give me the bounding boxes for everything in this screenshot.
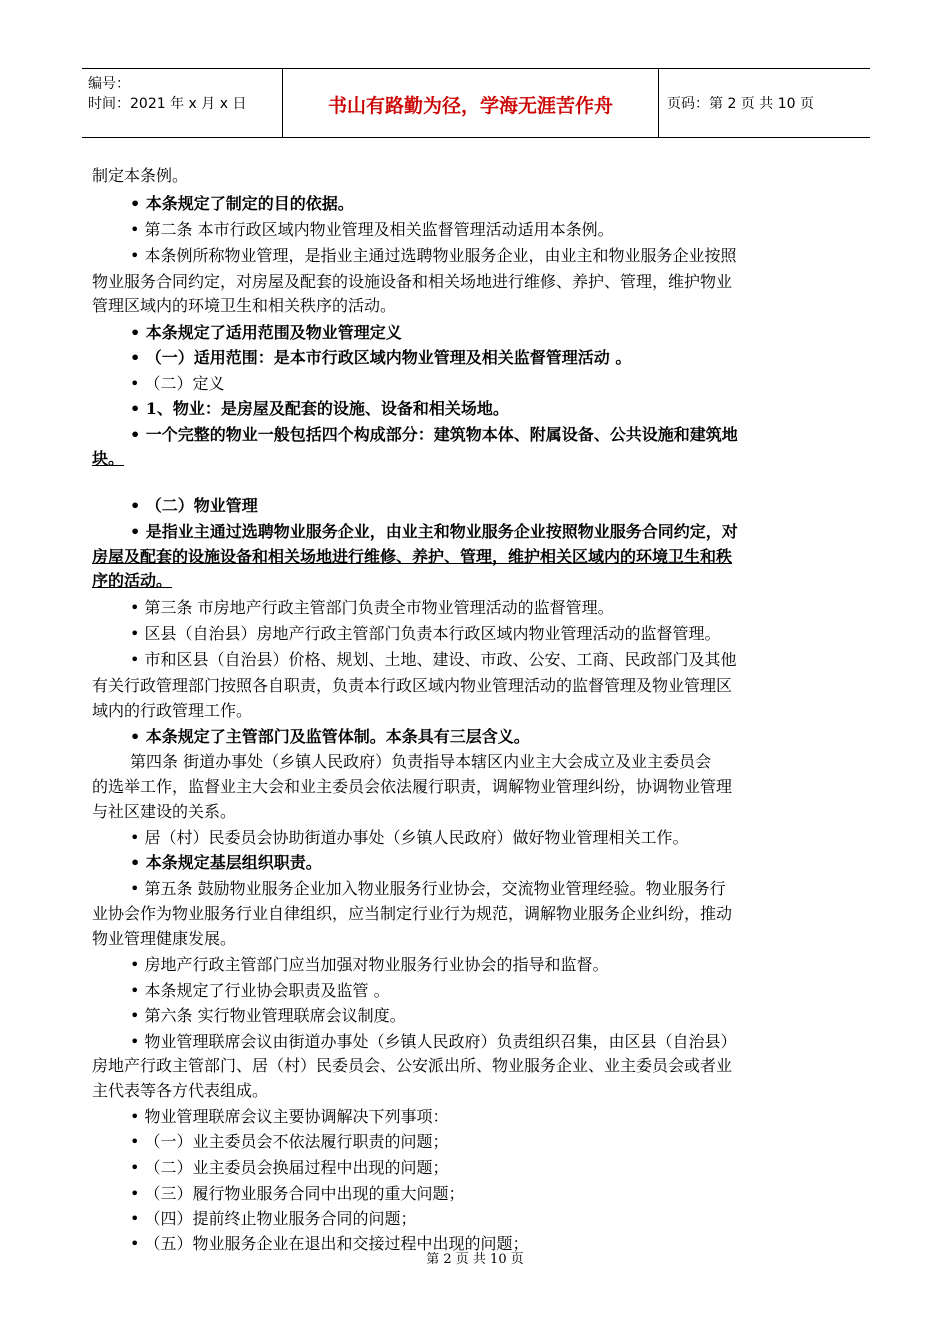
- body-line: • （一）业主委员会不依法履行职责的问题；: [130, 1132, 449, 1151]
- body-line: • 市和区县（自治县）价格、规划、土地、建设、市政、公安、工商、民政部门及其他: [130, 650, 737, 669]
- body-line: 管理区域内的环境卫生和相关秩序的活动。: [92, 296, 397, 315]
- body-line: • （一）适用范围：是本市行政区域内物业管理及相关监督管理活动 。: [130, 348, 632, 367]
- body-line: 与社区建设的关系。: [92, 802, 237, 821]
- body-line: 物业服务合同约定，对房屋及配套的设施设备和相关场地进行维修、养护、管理，维护物业: [92, 272, 733, 291]
- page-footer: 第 2 页 共 10 页: [426, 1252, 524, 1267]
- body-line: • 一个完整的物业一般包括四个构成部分：建筑物本体、附属设备、公共设施和建筑地: [130, 425, 738, 444]
- body-line: • （二）定义: [130, 374, 225, 393]
- body-line: 房地产行政主管部门、居（村）民委员会、公安派出所、物业服务企业、业主委员会或者业: [92, 1056, 733, 1075]
- body-line: • （五）物业服务企业在退出和交接过程中出现的问题；: [130, 1234, 529, 1253]
- body-line: • 第五条 鼓励物业服务企业加入物业服务行业协会，交流物业管理经验。物业服务行: [130, 879, 726, 898]
- header-page-cell: [659, 69, 870, 137]
- body-line: • （二）物业管理: [130, 496, 258, 515]
- body-line: • （四）提前终止物业服务合同的问题；: [130, 1209, 417, 1228]
- page-indicator: 页码：第 2 页 共 10 页: [667, 96, 814, 112]
- body-line: • 居（村）民委员会协助街道办事处（乡镇人民政府）做好物业管理相关工作。: [130, 828, 689, 847]
- body-line: • 第三条 市房地产行政主管部门负责全市物业管理活动的监督管理。: [130, 598, 614, 617]
- body-line: • 区县（自治县）房地产行政主管部门负责本行政区域内物业管理活动的监督管理。: [130, 624, 721, 643]
- body-line: • 本条例所称物业管理，是指业主通过选聘物业服务企业，由业主和物业服务企业按照: [130, 246, 737, 265]
- body-line: • 1、物业：是房屋及配套的设施、设备和相关场地。: [130, 399, 509, 418]
- body-line: 制定本条例。: [92, 166, 189, 185]
- body-line: • 本条规定了适用范围及物业管理定义: [130, 323, 402, 342]
- body-line: • 本条规定了行业协会职责及监管 。: [130, 981, 390, 1000]
- body-line: 主代表等各方代表组成。: [92, 1081, 269, 1100]
- body-line: • 物业管理联席会议由街道办事处（乡镇人民政府）负责组织召集，由区县（自治县）: [130, 1032, 737, 1051]
- page-header: [82, 68, 870, 138]
- body-line: 有关行政管理部门按照各自职责，负责本行政区域内物业管理活动的监督管理及物业管理区: [92, 676, 733, 695]
- body-line: • （三）履行物业服务合同中出现的重大问题；: [130, 1184, 465, 1203]
- header-motto-cell: [283, 69, 659, 137]
- body-line: • 第六条 实行物业管理联席会议制度。: [130, 1006, 406, 1025]
- body-line: • 本条规定了主管部门及监管体制。本条具有三层含义。: [130, 727, 530, 746]
- body-line: 块。: [92, 449, 125, 468]
- body-line: 物业管理健康发展。: [92, 929, 237, 948]
- number-label: 编号：: [88, 76, 130, 92]
- body-line: 序的活动。: [92, 571, 173, 590]
- body-line: 域内的行政管理工作。: [92, 701, 253, 720]
- date-label: 时间：2021 年 x 月 x 日: [88, 96, 247, 112]
- body-line: 的选举工作，监督业主大会和业主委员会依法履行职责，调解物业管理纠纷，协调物业管理: [92, 777, 733, 796]
- body-line: • 第二条 本市行政区域内物业管理及相关监督管理活动适用本条例。: [130, 220, 614, 239]
- body-line: • 物业管理联席会议主要协调解决下列事项：: [130, 1107, 449, 1126]
- body-line: • 房地产行政主管部门应当加强对物业服务行业协会的指导和监督。: [130, 955, 609, 974]
- header-meta-cell: [82, 69, 283, 137]
- body-line: • 是指业主通过选聘物业服务企业，由业主和物业服务企业按照物业服务合同约定，对: [130, 522, 738, 541]
- motto: 书山有路勤为径，学海无涯苦作舟: [327, 95, 613, 117]
- body-line: • 本条规定基层组织职责。: [130, 853, 322, 872]
- body-line: • 本条规定了制定的目的依据。: [130, 194, 354, 213]
- body-line: • （二）业主委员会换届过程中出现的问题；: [130, 1158, 449, 1177]
- body-line: 第四条 街道办事处（乡镇人民政府）负责指导本辖区内业主大会成立及业主委员会: [130, 752, 712, 771]
- body-line: 房屋及配套的设施设备和相关场地进行维修、养护、管理，维护相关区域内的环境卫生和秩: [92, 547, 733, 566]
- body-line: 业协会作为物业服务行业自律组织，应当制定行业行为规范，调解物业服务企业纠纷，推动: [92, 904, 733, 923]
